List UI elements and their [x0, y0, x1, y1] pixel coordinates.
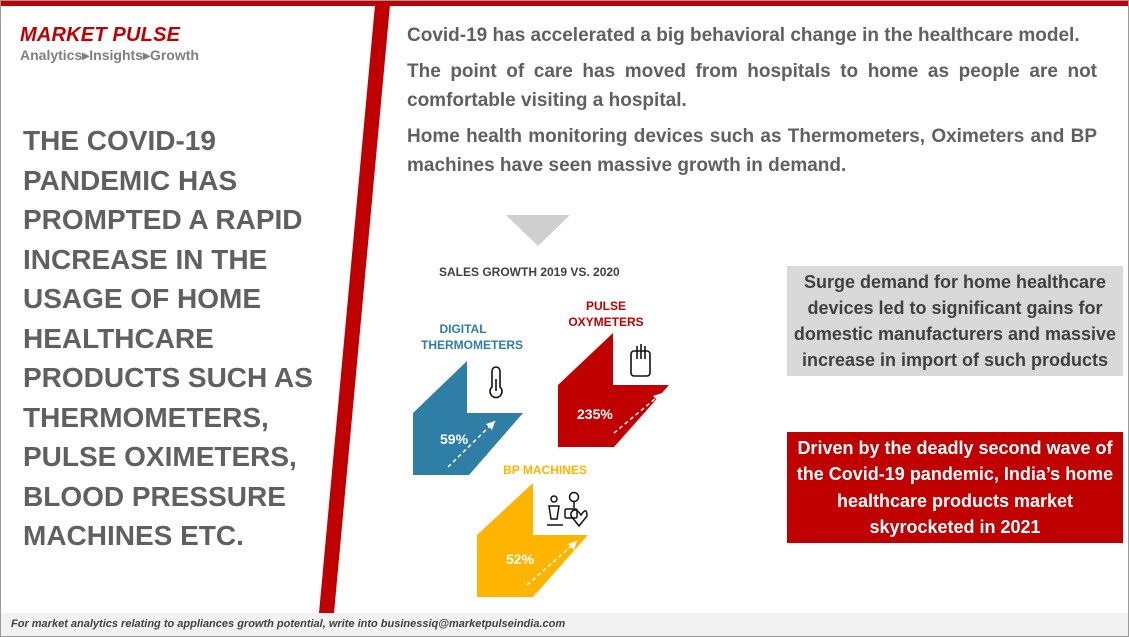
bp-machines-label: BP MACHINES	[503, 463, 587, 477]
logo-tagline: Analytics▸Insights▸Growth	[20, 47, 199, 63]
footer-contact-text: For market analytics relating to appliances growth potential, write into businessiq@marketpulseindia.com	[11, 618, 566, 630]
headline: THE COVID-19 PANDEMIC HAS PROMPTED A RAPID INCREASE IN THE USAGE OF HOME HEALTHCARE PRODUCTS SUCH AS THERMOMETERS, PULSE OXIMETERS, BLOOD PRESSURE MACHINES ETC.	[23, 125, 313, 551]
key-point: Covid-19 has accelerated a big behavioral change in the healthcare model.	[407, 25, 1080, 46]
surge-demand-callout: Surge demand for home healthcare devices led to significant gains for domestic manufacturers and massive increase in import of such products	[787, 266, 1123, 376]
bp-machines-value: 52%	[506, 551, 535, 567]
digital-thermometers-growth-arrow	[413, 361, 523, 475]
second-wave-callout: Driven by the deadly second wave of the Covid-19 pandemic, India’s home healthcare products market skyrocketed in 2021	[787, 432, 1123, 543]
logo-title: MARKET PULSE	[20, 24, 181, 46]
key-point: Home health monitoring devices such as Thermometers, Oximeters and BP machines have seen massive growth in demand.	[407, 126, 1097, 176]
digital-thermometers-label: DIGITAL THERMOMETERS	[421, 322, 523, 352]
finger-pulse-oximeter-icon	[631, 344, 650, 376]
pulse-oxymeters-label: PULSE OXYMETERS	[568, 299, 644, 329]
key-point: The point of care has moved from hospitals to home as people are not comfortable visiting a hospital.	[407, 61, 1097, 111]
sales-growth-title: SALES GROWTH 2019 VS. 2020	[439, 265, 620, 279]
digital-thermometers-value: 59%	[440, 431, 469, 447]
thermometer-icon	[490, 367, 502, 397]
footer	[1, 613, 1128, 636]
pulse-oxymeters-value: 235%	[577, 406, 613, 422]
pulse-oxymeters-growth-arrow	[558, 333, 669, 447]
blood-pressure-machine-icon	[547, 493, 587, 527]
